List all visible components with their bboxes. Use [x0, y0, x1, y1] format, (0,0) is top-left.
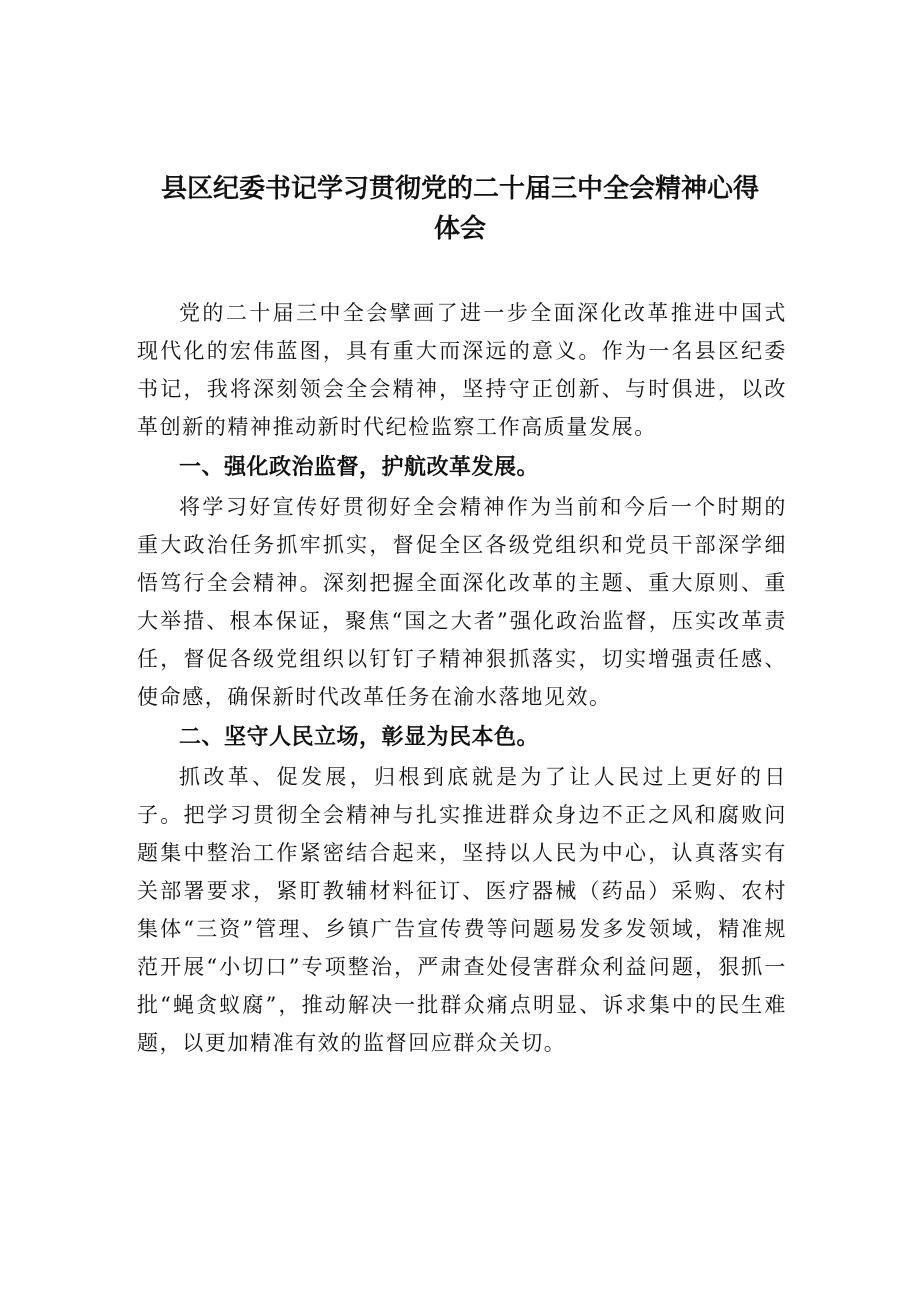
section2-paragraph: 抓改革、促发展，归根到底就是为了让人民过上更好的日子。把学习贯彻全会精神与扎实推进群众身边不正之风和腐败问题集中整治工作紧密结合起来，坚持以人民为中心，认真落实有关部署要求，紧盯教辅材料征订、医疗器械（药品）采购、农村集体“三资”管理、乡镇广告宣传费等问题易发多发领域，精准规范开展“小切口”专项整治，严肃查处侵害群众利益问题，狠抓一批“蝇贪蚁腐”，推动解决一批群众痛点明显、诉求集中的民生难题，以更加精准有效的监督回应群众关切。 [137, 765, 787, 1055]
section1-heading: 一、强化政治监督，护航改革发展。 [179, 455, 540, 480]
section1-paragraph: 将学习好宣传好贯彻好全会精神作为当前和今后一个时期的重大政治任务抓牢抓实，督促全区各级党组织和党员干部深学细悟笃行全会精神。深刻把握全面深化改革的主题、重大原则、重大举措、根本保证，聚焦“国之大者”强化政治监督，压实改革责任，督促各级党组织以钉钉子精神狠抓落实，切实增强责任感、使命感，确保新时代改革任务在渝水落地见效。 [137, 495, 787, 709]
section2-heading: 二、坚守人民立场，彰显为民本色。 [179, 725, 540, 750]
document-title-line1: 县区纪委书记学习贯彻党的二十届三中全会精神心得 [160, 174, 759, 204]
intro-paragraph: 党的二十届三中全会擘画了进一步全面深化改革推进中国式现代化的宏伟蓝图，具有重大而深远的意义。作为一名县区纪委书记，我将深刻领会全会精神，坚持守正创新、与时俱进，以改革创新的精神推动新时代纪检监察工作高质量发展。 [137, 301, 787, 439]
document-body [137, 294, 787, 1062]
document-title-line2: 体会 [433, 214, 486, 244]
